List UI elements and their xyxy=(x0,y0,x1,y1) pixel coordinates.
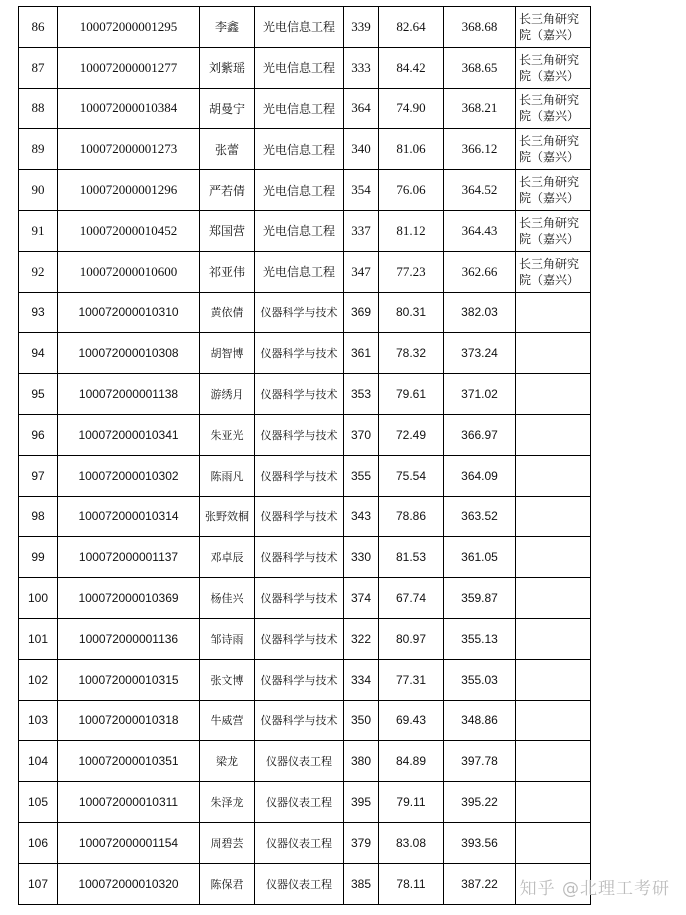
cell-exam-id: 100072000010310 xyxy=(58,292,200,333)
cell-student-name: 祁亚伟 xyxy=(200,251,255,292)
cell-total-score: 361.05 xyxy=(444,537,516,578)
cell-retest-score: 69.43 xyxy=(379,700,444,741)
cell-initial-score: 337 xyxy=(344,210,379,251)
cell-major: 仪器科学与技术 xyxy=(255,333,344,374)
cell-major: 仪器科学与技术 xyxy=(255,414,344,455)
cell-retest-score: 81.53 xyxy=(379,537,444,578)
table-row xyxy=(19,170,591,211)
cell-exam-id: 100072000001277 xyxy=(58,47,200,88)
cell-exam-id: 100072000001295 xyxy=(58,7,200,48)
cell-major: 光电信息工程 xyxy=(255,88,344,129)
cell-initial-score: 395 xyxy=(344,782,379,823)
cell-total-score: 382.03 xyxy=(444,292,516,333)
cell-initial-score: 374 xyxy=(344,578,379,619)
cell-retest-score: 84.42 xyxy=(379,47,444,88)
cell-retest-score: 82.64 xyxy=(379,7,444,48)
cell-seq-no: 90 xyxy=(19,170,58,211)
table-row xyxy=(19,496,591,537)
cell-total-score: 368.21 xyxy=(444,88,516,129)
cell-major: 光电信息工程 xyxy=(255,7,344,48)
cell-exam-id: 100072000001136 xyxy=(58,618,200,659)
table-row xyxy=(19,537,591,578)
cell-exam-id: 100072000010369 xyxy=(58,578,200,619)
cell-seq-no: 102 xyxy=(19,659,58,700)
table-row xyxy=(19,659,591,700)
cell-student-name: 黄依倩 xyxy=(200,292,255,333)
cell-initial-score: 380 xyxy=(344,741,379,782)
cell-retest-score: 80.31 xyxy=(379,292,444,333)
cell-student-name: 梁龙 xyxy=(200,741,255,782)
cell-student-name: 邹诗雨 xyxy=(200,618,255,659)
cell-total-score: 368.68 xyxy=(444,7,516,48)
cell-retest-score: 74.90 xyxy=(379,88,444,129)
cell-retest-score: 75.54 xyxy=(379,455,444,496)
table-row xyxy=(19,292,591,333)
cell-major: 仪器科学与技术 xyxy=(255,455,344,496)
table-row xyxy=(19,210,591,251)
cell-total-score: 364.52 xyxy=(444,170,516,211)
cell-major: 光电信息工程 xyxy=(255,47,344,88)
cell-major: 仪器科学与技术 xyxy=(255,537,344,578)
cell-student-name: 刘紫瑶 xyxy=(200,47,255,88)
cell-note xyxy=(516,374,591,415)
cell-total-score: 364.43 xyxy=(444,210,516,251)
cell-student-name: 李鑫 xyxy=(200,7,255,48)
cell-total-score: 368.65 xyxy=(444,47,516,88)
cell-retest-score: 81.12 xyxy=(379,210,444,251)
cell-major: 仪器科学与技术 xyxy=(255,292,344,333)
cell-seq-no: 105 xyxy=(19,782,58,823)
cell-seq-no: 101 xyxy=(19,618,58,659)
cell-major: 光电信息工程 xyxy=(255,210,344,251)
cell-seq-no: 96 xyxy=(19,414,58,455)
cell-initial-score: 350 xyxy=(344,700,379,741)
cell-retest-score: 78.32 xyxy=(379,333,444,374)
cell-initial-score: 370 xyxy=(344,414,379,455)
cell-seq-no: 91 xyxy=(19,210,58,251)
cell-seq-no: 86 xyxy=(19,7,58,48)
cell-retest-score: 79.61 xyxy=(379,374,444,415)
cell-seq-no: 88 xyxy=(19,88,58,129)
cell-note xyxy=(516,782,591,823)
cell-retest-score: 79.11 xyxy=(379,782,444,823)
cell-student-name: 朱亚光 xyxy=(200,414,255,455)
cell-student-name: 周碧芸 xyxy=(200,822,255,863)
cell-exam-id: 100072000001137 xyxy=(58,537,200,578)
cell-retest-score: 78.11 xyxy=(379,863,444,904)
cell-major: 仪器科学与技术 xyxy=(255,374,344,415)
cell-seq-no: 94 xyxy=(19,333,58,374)
cell-retest-score: 78.86 xyxy=(379,496,444,537)
cell-total-score: 395.22 xyxy=(444,782,516,823)
table-row xyxy=(19,700,591,741)
cell-major: 仪器仪表工程 xyxy=(255,741,344,782)
cell-seq-no: 87 xyxy=(19,47,58,88)
table-row xyxy=(19,47,591,88)
table-row xyxy=(19,618,591,659)
cell-seq-no: 93 xyxy=(19,292,58,333)
cell-major: 仪器科学与技术 xyxy=(255,578,344,619)
cell-initial-score: 330 xyxy=(344,537,379,578)
cell-initial-score: 340 xyxy=(344,129,379,170)
cell-total-score: 363.52 xyxy=(444,496,516,537)
cell-initial-score: 343 xyxy=(344,496,379,537)
cell-retest-score: 83.08 xyxy=(379,822,444,863)
cell-major: 仪器科学与技术 xyxy=(255,496,344,537)
cell-exam-id: 100072000001138 xyxy=(58,374,200,415)
cell-major: 仪器科学与技术 xyxy=(255,618,344,659)
cell-exam-id: 100072000001296 xyxy=(58,170,200,211)
cell-initial-score: 364 xyxy=(344,88,379,129)
cell-student-name: 杨佳兴 xyxy=(200,578,255,619)
cell-note: 长三角研究院（嘉兴） xyxy=(516,251,591,292)
cell-exam-id: 100072000010302 xyxy=(58,455,200,496)
cell-note: 长三角研究院（嘉兴） xyxy=(516,7,591,48)
cell-note: 长三角研究院（嘉兴） xyxy=(516,88,591,129)
cell-retest-score: 76.06 xyxy=(379,170,444,211)
cell-seq-no: 95 xyxy=(19,374,58,415)
cell-retest-score: 80.97 xyxy=(379,618,444,659)
admission-score-table-container xyxy=(18,6,591,905)
cell-total-score: 397.78 xyxy=(444,741,516,782)
table-row xyxy=(19,251,591,292)
cell-note xyxy=(516,292,591,333)
cell-student-name: 张野效桐 xyxy=(200,496,255,537)
cell-total-score: 393.56 xyxy=(444,822,516,863)
cell-note xyxy=(516,822,591,863)
cell-initial-score: 355 xyxy=(344,455,379,496)
table-row xyxy=(19,822,591,863)
cell-major: 光电信息工程 xyxy=(255,129,344,170)
cell-student-name: 严若倩 xyxy=(200,170,255,211)
cell-total-score: 359.87 xyxy=(444,578,516,619)
admission-score-table xyxy=(18,6,591,905)
cell-note: 长三角研究院（嘉兴） xyxy=(516,47,591,88)
cell-exam-id: 100072000010320 xyxy=(58,863,200,904)
cell-initial-score: 354 xyxy=(344,170,379,211)
cell-exam-id: 100072000010314 xyxy=(58,496,200,537)
table-row xyxy=(19,88,591,129)
cell-student-name: 游绣月 xyxy=(200,374,255,415)
cell-exam-id: 100072000010600 xyxy=(58,251,200,292)
cell-seq-no: 106 xyxy=(19,822,58,863)
cell-major: 仪器科学与技术 xyxy=(255,700,344,741)
cell-exam-id: 100072000001273 xyxy=(58,129,200,170)
cell-initial-score: 333 xyxy=(344,47,379,88)
cell-note: 长三角研究院（嘉兴） xyxy=(516,129,591,170)
cell-note xyxy=(516,578,591,619)
cell-student-name: 郑国营 xyxy=(200,210,255,251)
cell-note: 长三角研究院（嘉兴） xyxy=(516,210,591,251)
cell-total-score: 362.66 xyxy=(444,251,516,292)
cell-note xyxy=(516,414,591,455)
table-row xyxy=(19,129,591,170)
cell-total-score: 387.22 xyxy=(444,863,516,904)
table-row xyxy=(19,741,591,782)
cell-initial-score: 339 xyxy=(344,7,379,48)
cell-note xyxy=(516,537,591,578)
cell-retest-score: 77.23 xyxy=(379,251,444,292)
table-row xyxy=(19,863,591,904)
cell-exam-id: 100072000010452 xyxy=(58,210,200,251)
cell-major: 光电信息工程 xyxy=(255,170,344,211)
cell-initial-score: 361 xyxy=(344,333,379,374)
cell-note xyxy=(516,333,591,374)
cell-note xyxy=(516,700,591,741)
cell-initial-score: 334 xyxy=(344,659,379,700)
cell-student-name: 牛威营 xyxy=(200,700,255,741)
watermark: 知乎 @北理工考研 xyxy=(519,879,670,899)
cell-retest-score: 84.89 xyxy=(379,741,444,782)
cell-seq-no: 104 xyxy=(19,741,58,782)
cell-seq-no: 107 xyxy=(19,863,58,904)
table-row xyxy=(19,374,591,415)
cell-total-score: 366.12 xyxy=(444,129,516,170)
cell-note xyxy=(516,659,591,700)
table-body xyxy=(19,7,591,905)
cell-note xyxy=(516,741,591,782)
cell-student-name: 朱泽龙 xyxy=(200,782,255,823)
cell-major: 仪器仪表工程 xyxy=(255,822,344,863)
cell-initial-score: 353 xyxy=(344,374,379,415)
cell-exam-id: 100072000010315 xyxy=(58,659,200,700)
cell-initial-score: 385 xyxy=(344,863,379,904)
cell-initial-score: 379 xyxy=(344,822,379,863)
cell-initial-score: 369 xyxy=(344,292,379,333)
cell-seq-no: 89 xyxy=(19,129,58,170)
cell-student-name: 张蕾 xyxy=(200,129,255,170)
cell-exam-id: 100072000010384 xyxy=(58,88,200,129)
table-row xyxy=(19,782,591,823)
cell-retest-score: 72.49 xyxy=(379,414,444,455)
cell-exam-id: 100072000010318 xyxy=(58,700,200,741)
cell-student-name: 邓卓辰 xyxy=(200,537,255,578)
cell-total-score: 371.02 xyxy=(444,374,516,415)
cell-exam-id: 100072000001154 xyxy=(58,822,200,863)
cell-total-score: 366.97 xyxy=(444,414,516,455)
cell-total-score: 348.86 xyxy=(444,700,516,741)
cell-retest-score: 81.06 xyxy=(379,129,444,170)
cell-exam-id: 100072000010308 xyxy=(58,333,200,374)
cell-note xyxy=(516,496,591,537)
cell-seq-no: 92 xyxy=(19,251,58,292)
cell-initial-score: 322 xyxy=(344,618,379,659)
cell-note xyxy=(516,455,591,496)
cell-note xyxy=(516,618,591,659)
cell-major: 仪器科学与技术 xyxy=(255,659,344,700)
cell-note: 长三角研究院（嘉兴） xyxy=(516,170,591,211)
cell-initial-score: 347 xyxy=(344,251,379,292)
table-row xyxy=(19,578,591,619)
cell-student-name: 陈保君 xyxy=(200,863,255,904)
cell-seq-no: 99 xyxy=(19,537,58,578)
table-row xyxy=(19,414,591,455)
table-row xyxy=(19,7,591,48)
cell-total-score: 373.24 xyxy=(444,333,516,374)
cell-total-score: 355.13 xyxy=(444,618,516,659)
cell-major: 仪器仪表工程 xyxy=(255,863,344,904)
cell-seq-no: 100 xyxy=(19,578,58,619)
cell-retest-score: 77.31 xyxy=(379,659,444,700)
cell-seq-no: 97 xyxy=(19,455,58,496)
cell-student-name: 胡智博 xyxy=(200,333,255,374)
table-row xyxy=(19,333,591,374)
cell-seq-no: 98 xyxy=(19,496,58,537)
cell-exam-id: 100072000010341 xyxy=(58,414,200,455)
cell-seq-no: 103 xyxy=(19,700,58,741)
cell-student-name: 陈雨凡 xyxy=(200,455,255,496)
cell-retest-score: 67.74 xyxy=(379,578,444,619)
cell-student-name: 胡曼宁 xyxy=(200,88,255,129)
cell-major: 仪器仪表工程 xyxy=(255,782,344,823)
cell-major: 光电信息工程 xyxy=(255,251,344,292)
cell-total-score: 364.09 xyxy=(444,455,516,496)
cell-exam-id: 100072000010311 xyxy=(58,782,200,823)
cell-exam-id: 100072000010351 xyxy=(58,741,200,782)
cell-student-name: 张文博 xyxy=(200,659,255,700)
table-row xyxy=(19,455,591,496)
cell-total-score: 355.03 xyxy=(444,659,516,700)
